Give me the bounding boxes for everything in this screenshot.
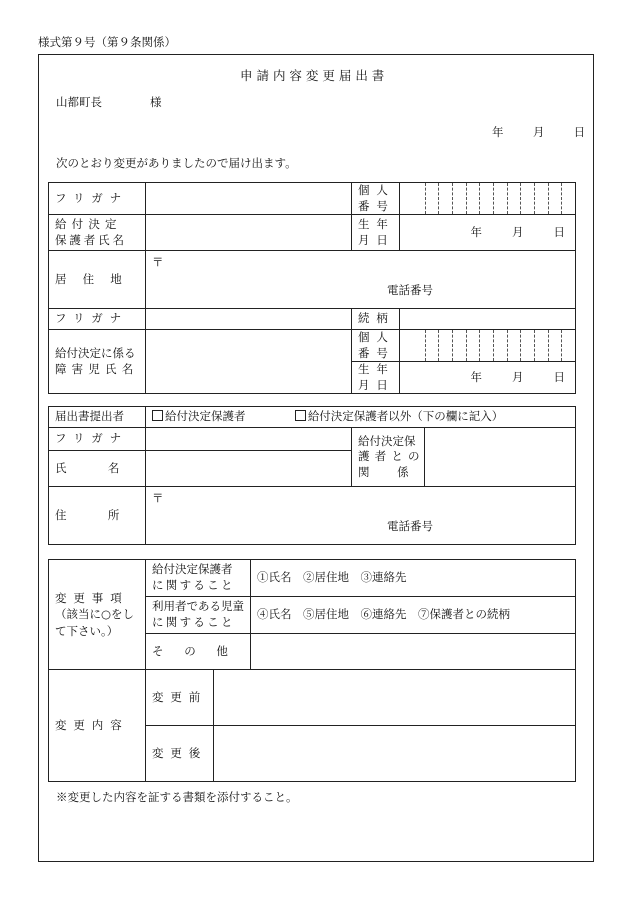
guardian-birth-field[interactable]: 年 月 日 <box>400 215 576 251</box>
checkbox-icon <box>295 410 306 421</box>
change-content-label: 変更内容 <box>49 670 146 782</box>
submitter-furigana-field[interactable] <box>146 428 352 451</box>
change-after-label: 変更後 <box>146 726 214 782</box>
submitter-address-label: 住所 <box>49 487 146 545</box>
guardian-phone-label: 電話番号 <box>387 282 433 297</box>
submitter-name-field[interactable] <box>146 451 352 487</box>
postal-mark: 〒 <box>152 255 164 270</box>
honorific: 様 <box>150 95 162 109</box>
date-month: 月 <box>532 125 545 139</box>
guardian-personal-no-field[interactable] <box>400 183 576 215</box>
guardian-birth-label: 生年 月日 <box>352 215 400 251</box>
change-other-label: その他 <box>146 634 251 670</box>
child-name-label: 給付決定に係る 障害児氏名 <box>49 330 146 394</box>
date-year: 年 <box>492 125 504 139</box>
submitter-address-field[interactable] <box>146 487 576 545</box>
child-personal-no-label: 個人 番号 <box>352 330 400 362</box>
submitter-furigana-label: フリガナ <box>49 428 146 451</box>
child-relation-field[interactable] <box>400 309 576 330</box>
child-relation-label: 続柄 <box>352 309 400 330</box>
guardian-personal-no-label: 個人 番号 <box>352 183 400 215</box>
submitter-option-guardian[interactable]: 給付決定保護者 <box>152 409 246 423</box>
submitter-label: 届出書提出者 <box>49 407 146 428</box>
date-day: 日 <box>573 125 586 139</box>
submitter-table <box>48 406 576 545</box>
addressee: 山都町長 <box>56 95 102 109</box>
change-other-field[interactable] <box>251 634 576 670</box>
change-before-label: 変更前 <box>146 670 214 726</box>
child-personal-no-field[interactable] <box>400 330 576 362</box>
child-birth-field[interactable]: 年 月 日 <box>400 362 576 394</box>
submitter-relation-field[interactable] <box>425 428 576 487</box>
submitter-phone-label: 電話番号 <box>387 518 433 533</box>
change-guardian-options[interactable]: ①氏名 ②居住地 ③連絡先 <box>251 560 576 597</box>
guardian-address-label: 居住地 <box>49 251 146 309</box>
changes-table <box>48 559 576 782</box>
change-guardian-category: 給付決定保護者 に関すること <box>146 560 251 597</box>
attachment-note: ※変更した内容を証する書類を添付すること。 <box>56 790 298 804</box>
submitter-relation-label: 給付決定保 護者との 関係 <box>352 428 425 487</box>
submitter-option-other[interactable]: 給付決定保護者以外（下の欄に記入） <box>295 409 504 423</box>
change-child-options[interactable]: ④氏名 ⑤居住地 ⑥連絡先 ⑦保護者との続柄 <box>251 597 576 634</box>
guardian-furigana-field[interactable] <box>146 183 352 215</box>
change-items-label: 変更事項 （該当に○をし て下さい。） <box>49 560 146 670</box>
change-after-field[interactable] <box>214 726 576 782</box>
guardian-name-label: 給付決定 保護者氏名 <box>49 215 146 251</box>
child-name-field[interactable] <box>146 330 352 394</box>
guardian-name-field[interactable] <box>146 215 352 251</box>
guardian-child-table <box>48 182 576 394</box>
header-date <box>492 126 585 140</box>
submitter-name-label: 氏名 <box>49 451 146 487</box>
guardian-address-field[interactable] <box>146 251 576 309</box>
guardian-furigana-label: フリガナ <box>49 183 146 215</box>
form-number: 様式第９号（第９条関係） <box>38 35 176 49</box>
postal-mark: 〒 <box>152 491 164 505</box>
intro-text: 次のとおり変更がありましたので届け出ます。 <box>56 156 297 170</box>
checkbox-icon <box>152 410 163 421</box>
form-title: 申 請 内 容 変 更 届 出 書 <box>240 68 385 83</box>
child-furigana-label: フリガナ <box>49 309 146 330</box>
child-furigana-field[interactable] <box>146 309 352 330</box>
change-child-category: 利用者である児童 に関すること <box>146 597 251 634</box>
change-before-field[interactable] <box>214 670 576 726</box>
child-birth-label: 生年 月日 <box>352 362 400 394</box>
submitter-options <box>146 407 576 428</box>
